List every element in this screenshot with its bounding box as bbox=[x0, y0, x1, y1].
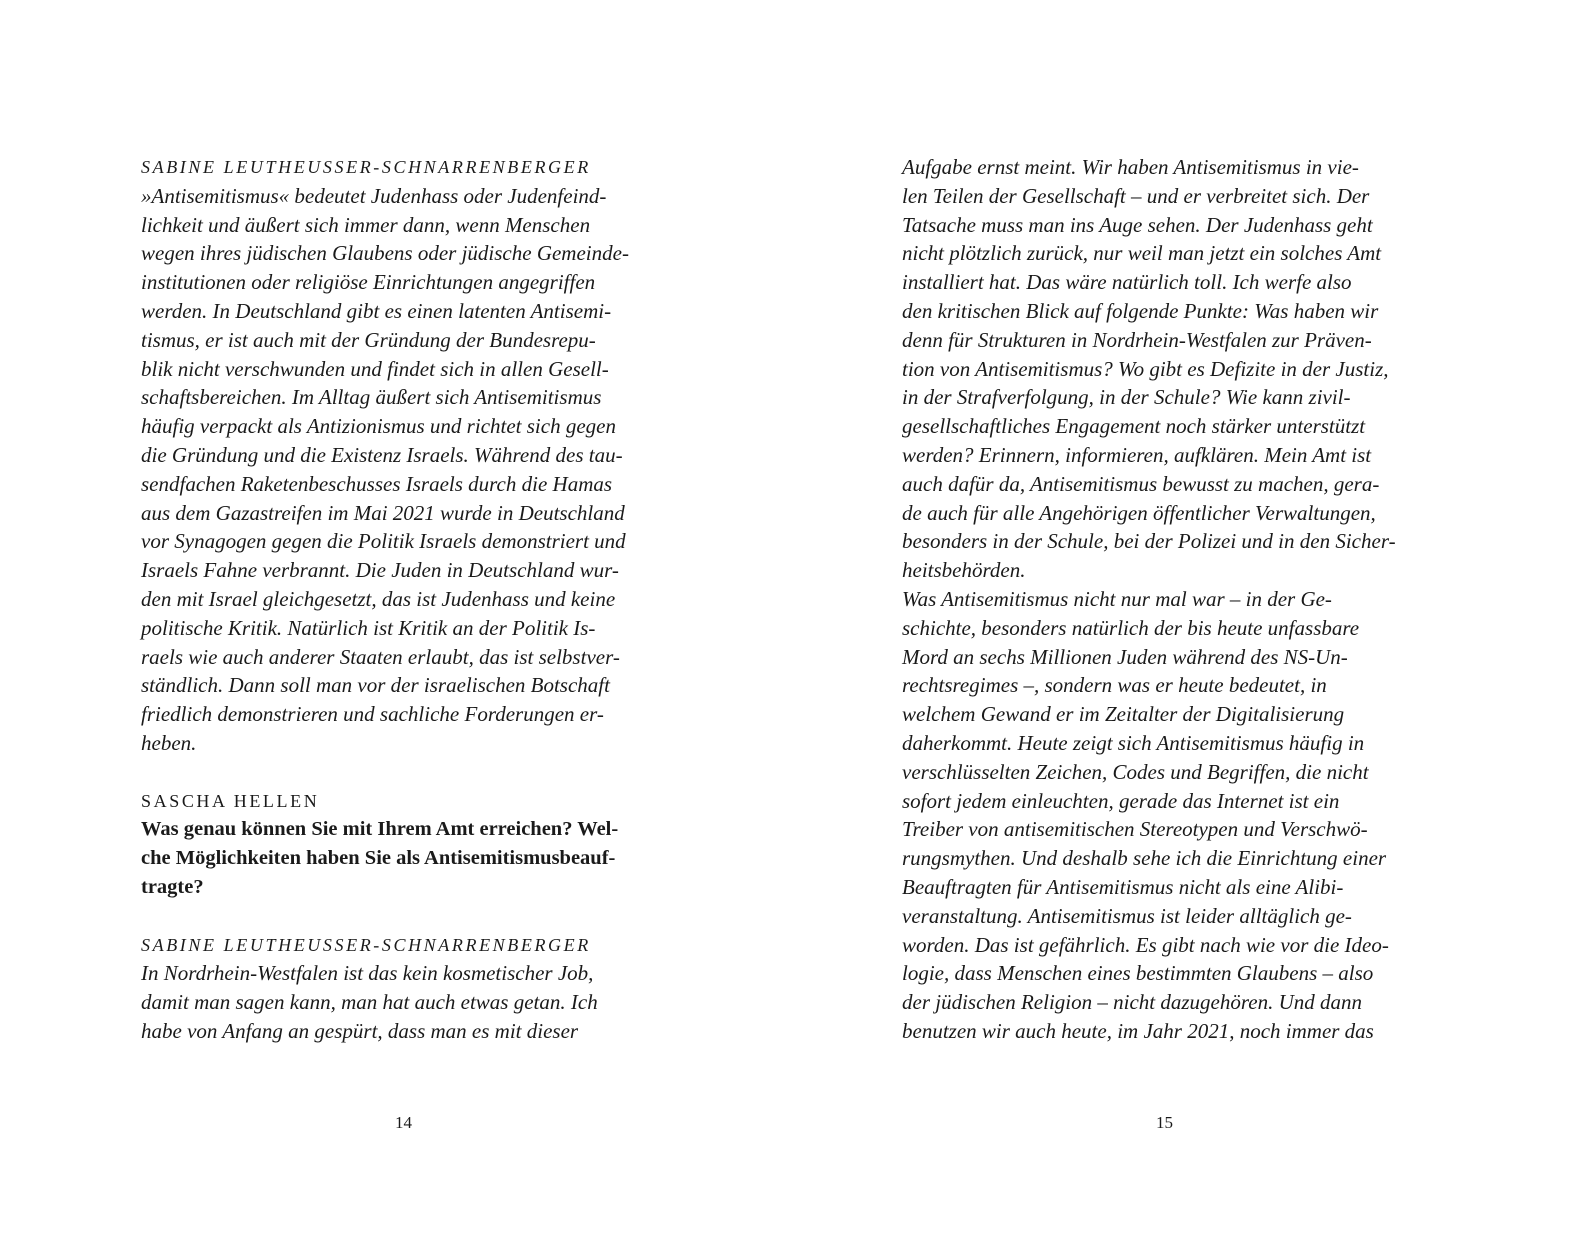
answer-line: Mord an sechs Millionen Juden während des NS-Un- bbox=[902, 644, 1348, 669]
answer-line: denn für Strukturen in Nordrhein-Westfalen zur Präven- bbox=[902, 327, 1372, 352]
answer-line: welchem Gewand er im Zeitalter der Digitalisierung bbox=[902, 702, 1345, 727]
answer-line: werden? Erinnern, informieren, aufklären. Mein Amt ist bbox=[902, 442, 1372, 467]
right-page-column bbox=[902, 153, 1462, 1046]
answer-line: habe von Anfang an gespürt, dass man es mit dieser bbox=[141, 1018, 579, 1043]
answer-line: sendfachen Raketenbeschusses Israels durch die Hamas bbox=[141, 471, 613, 496]
answer-line: sofort jedem einleuchten, gerade das Internet ist ein bbox=[902, 788, 1340, 813]
answer-line: Was Antisemitismus nicht nur mal war – in der Ge- bbox=[902, 586, 1332, 611]
answer-line: »Antisemitismus« bedeutet Judenhass oder Judenfeind- bbox=[141, 183, 607, 208]
answer-line: Treiber von antisemitischen Stereotypen und Verschwö- bbox=[902, 817, 1368, 842]
answer-line: wegen ihres jüdischen Glaubens oder jüdische Gemeinde- bbox=[141, 241, 629, 266]
answer-line: worden. Das ist gefährlich. Es gibt nach wie vor die Ideo- bbox=[902, 932, 1389, 957]
answer-line: schichte, besonders natürlich der bis heute unfassbare bbox=[902, 615, 1360, 640]
speaker-name: SABINE LEUTHEUSSER-SCHNARRENBERGER bbox=[141, 934, 591, 955]
answer-line: die Gründung und die Existenz Israels. Während des tau- bbox=[141, 442, 623, 467]
question-line: tragte? bbox=[141, 875, 204, 898]
answer-line: lichkeit und äußert sich immer dann, wenn Menschen bbox=[141, 212, 591, 237]
speaker-name: SASCHA HELLEN bbox=[141, 790, 320, 811]
answer-line: rungsmythen. Und deshalb sehe ich die Einrichtung einer bbox=[902, 846, 1387, 871]
answer-line: benutzen wir auch heute, im Jahr 2021, noch immer das bbox=[902, 1018, 1374, 1043]
answer-line: institutionen oder religiöse Einrichtungen angegriffen bbox=[141, 270, 596, 295]
answer-line: in der Strafverfolgung, in der Schule? Wie kann zivil- bbox=[902, 385, 1351, 410]
answer-line: schaftsbereichen. Im Alltag äußert sich Antisemitismus bbox=[141, 385, 602, 410]
answer-line: raels wie auch anderer Staaten erlaubt, das ist selbstver- bbox=[141, 644, 620, 669]
answer-line: len Teilen der Gesellschaft – und er verbreitet sich. Der bbox=[902, 183, 1370, 208]
paragraph-gap bbox=[141, 758, 701, 787]
answer-line: auch dafür da, Antisemitismus bewusst zu machen, gera- bbox=[902, 471, 1380, 496]
answer-line: damit man sagen kann, man hat auch etwas getan. Ich bbox=[141, 990, 598, 1015]
answer-line: tion von Antisemitismus? Wo gibt es Defizite in der Justiz, bbox=[902, 356, 1389, 381]
answer-line: nicht plötzlich zurück, nur weil man jetzt ein solches Amt bbox=[902, 241, 1382, 266]
answer-line: installiert hat. Das wäre natürlich toll. Ich werfe also bbox=[902, 270, 1352, 295]
answer-line: den kritischen Blick auf folgende Punkte: Was haben wir bbox=[902, 298, 1379, 323]
page-number: 15 bbox=[1156, 1113, 1173, 1132]
question-line: che Möglichkeiten haben Sie als Antisemitismusbeauf- bbox=[141, 847, 616, 870]
answer-line: der jüdischen Religion – nicht dazugehören. Und dann bbox=[902, 990, 1362, 1015]
answer-line: politische Kritik. Natürlich ist Kritik an der Politik Is- bbox=[141, 615, 596, 640]
answer-line: vor Synagogen gegen die Politik Israels demonstriert und bbox=[141, 529, 626, 554]
answer-line: Aufgabe ernst meint. Wir haben Antisemitismus in vie- bbox=[902, 155, 1359, 179]
answer-line: werden. In Deutschland gibt es einen latenten Antisemi- bbox=[141, 298, 612, 323]
answer-line: besonders in der Schule, bei der Polizei und in den Sicher- bbox=[902, 529, 1396, 554]
paragraph-gap bbox=[141, 902, 701, 931]
answer-line: Tatsache muss man ins Auge sehen. Der Judenhass geht bbox=[902, 212, 1373, 237]
answer-line: den mit Israel gleichgesetzt, das ist Judenhass und keine bbox=[141, 586, 616, 611]
right-page bbox=[797, 0, 1594, 1240]
left-page-column bbox=[141, 153, 701, 1046]
answer-line: logie, dass Menschen eines bestimmten Glaubens – also bbox=[902, 961, 1374, 986]
answer-line: daherkommt. Heute zeigt sich Antisemitismus häufig in bbox=[902, 730, 1365, 755]
answer-line: ständlich. Dann soll man vor der israelischen Botschaft bbox=[141, 673, 610, 698]
answer-line: de auch für alle Angehörigen öffentlicher Verwaltungen, bbox=[902, 500, 1376, 525]
answer-line: heben. bbox=[141, 730, 197, 755]
answer-line: verschlüsselten Zeichen, Codes und Begriffen, die nicht bbox=[902, 759, 1369, 784]
page-number: 14 bbox=[395, 1113, 412, 1132]
answer-line: Beauftragten für Antisemitismus nicht als eine Alibi- bbox=[902, 874, 1344, 899]
answer-line: blik nicht verschwunden und findet sich in allen Gesell- bbox=[141, 356, 609, 381]
answer-line: häufig verpackt als Antizionismus und richtet sich gegen bbox=[141, 414, 616, 439]
answer-line: gesellschaftliches Engagement noch stärker unterstützt bbox=[902, 414, 1366, 439]
answer-line: friedlich demonstrieren und sachliche Forderungen er- bbox=[141, 702, 604, 727]
answer-line: veranstaltung. Antisemitismus ist leider alltäglich ge- bbox=[902, 903, 1352, 928]
answer-line: In Nordrhein-Westfalen ist das kein kosmetischer Job, bbox=[141, 961, 594, 986]
answer-line: heitsbehörden. bbox=[902, 558, 1026, 583]
answer-line: rechtsregimes –, sondern was er heute bedeutet, in bbox=[902, 673, 1327, 698]
question-line: Was genau können Sie mit Ihrem Amt erreichen? Wel- bbox=[141, 818, 619, 841]
answer-line: Israels Fahne verbrannt. Die Juden in Deutschland wur- bbox=[141, 558, 619, 583]
answer-line: tismus, er ist auch mit der Gründung der Bundesrepu- bbox=[141, 327, 596, 352]
speaker-name: SABINE LEUTHEUSSER-SCHNARRENBERGER bbox=[141, 157, 591, 177]
answer-line: aus dem Gazastreifen im Mai 2021 wurde in Deutschland bbox=[141, 500, 625, 525]
